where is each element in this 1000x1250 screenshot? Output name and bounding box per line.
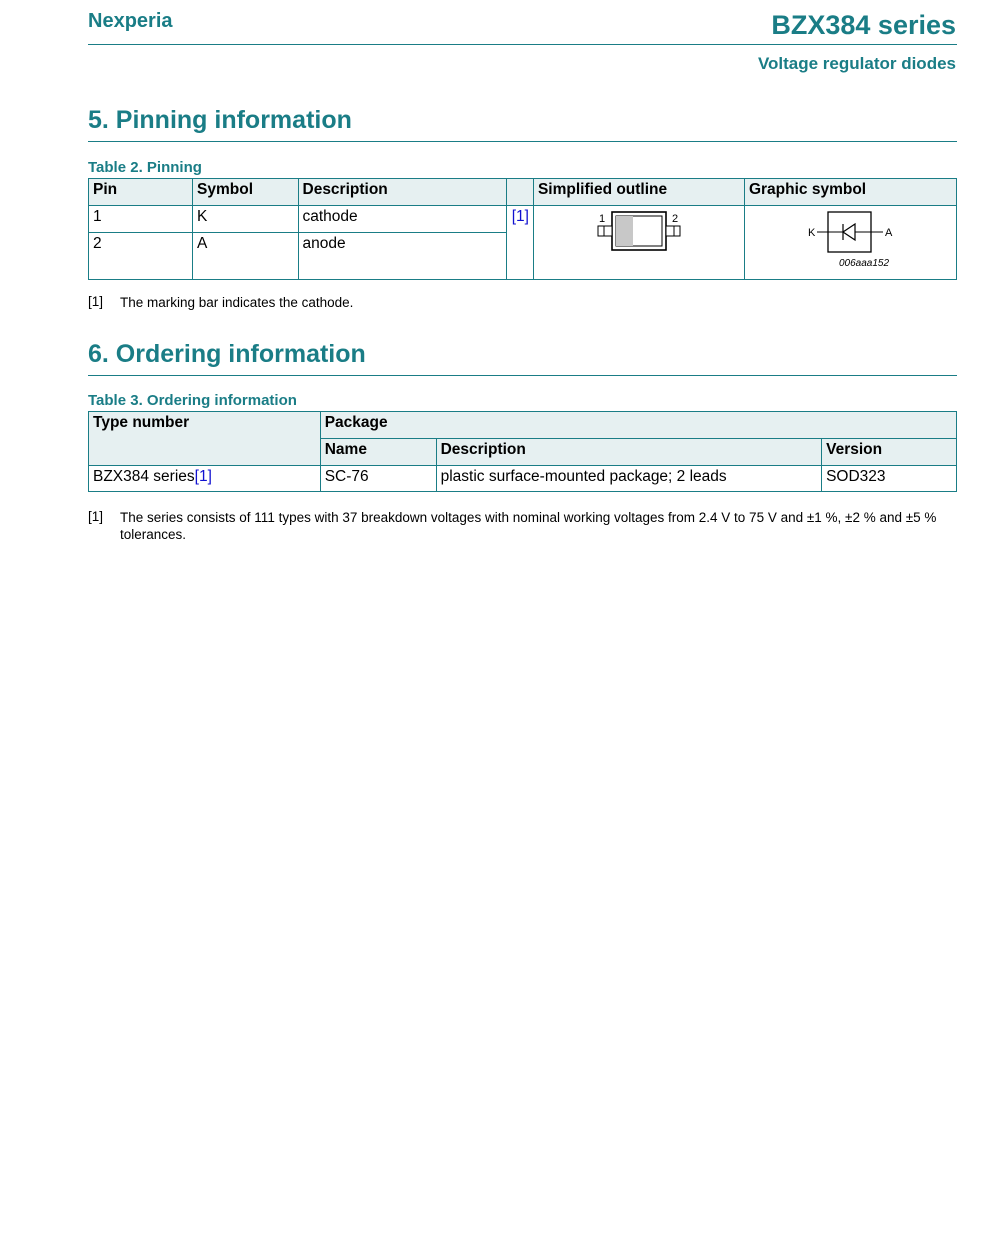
type-number-text: BZX384 series xyxy=(93,468,195,485)
table-caption-pinning: Table 2. Pinning xyxy=(88,159,202,176)
header-graphic-symbol: Graphic symbol xyxy=(744,179,956,206)
cell-description: cathode xyxy=(298,206,506,233)
header-description: Description xyxy=(298,179,506,206)
package-outline-icon xyxy=(534,206,744,274)
table-caption-ordering: Table 3. Ordering information xyxy=(88,392,297,409)
cell-type-number xyxy=(89,466,321,492)
cell-version: SOD323 xyxy=(822,466,957,492)
symbol-code: 006aaa152 xyxy=(838,258,890,269)
section-title-ordering: 6. Ordering information xyxy=(88,340,366,368)
header-ref xyxy=(506,179,533,206)
cell-description: anode xyxy=(298,233,506,280)
cell-pin: 2 xyxy=(89,233,193,280)
footnote-text: The series consists of 111 types with 37 breakdown voltages with nominal working voltages from 2.4 V to 75 V and ±1 %, ±2 % and ±5 % tolerances. xyxy=(120,510,937,542)
footnote-pinning xyxy=(88,294,957,311)
header-name: Name xyxy=(320,439,436,466)
footnote-link[interactable]: [1] xyxy=(194,468,212,485)
symbol-k-label: K xyxy=(807,227,816,239)
header-pin: Pin xyxy=(89,179,193,206)
pinning-table xyxy=(88,178,957,280)
cell-graphic-symbol xyxy=(744,206,956,280)
header-divider xyxy=(88,44,957,45)
footnote-text: The marking bar indicates the cathode. xyxy=(120,295,354,310)
section-title-pinning: 5. Pinning information xyxy=(88,106,352,134)
cell-symbol: A xyxy=(193,233,298,280)
section-divider xyxy=(88,141,957,142)
symbol-a-label: A xyxy=(884,227,893,239)
footnote-ordering xyxy=(88,509,957,543)
brand-name: Nexperia xyxy=(88,10,173,32)
header-description: Description xyxy=(436,439,822,466)
header-symbol: Symbol xyxy=(193,179,298,206)
footnote-number: [1] xyxy=(88,509,104,524)
section-divider xyxy=(88,375,957,376)
outline-pin2-label: 2 xyxy=(671,213,679,225)
cell-symbol: K xyxy=(193,206,298,233)
table-header-row xyxy=(89,412,957,439)
outline-pin1-label: 1 xyxy=(598,213,606,225)
product-subtitle: Voltage regulator diodes xyxy=(757,54,956,73)
header-package: Package xyxy=(320,412,956,439)
zener-diode-symbol-icon xyxy=(745,206,956,274)
table-row xyxy=(89,466,957,492)
cell-outline xyxy=(533,206,744,280)
product-title: BZX384 series xyxy=(771,10,956,40)
table-row xyxy=(89,206,957,233)
cell-ref xyxy=(506,206,533,280)
footnote-link[interactable]: [1] xyxy=(511,208,529,225)
header-version: Version xyxy=(822,439,957,466)
table-header-row xyxy=(89,179,957,206)
ordering-table xyxy=(88,411,957,492)
header-simplified-outline: Simplified outline xyxy=(533,179,744,206)
footnote-number: [1] xyxy=(88,294,104,309)
cell-name: SC-76 xyxy=(320,466,436,492)
cell-pin: 1 xyxy=(89,206,193,233)
header-type-number: Type number xyxy=(89,412,321,466)
cell-description: plastic surface-mounted package; 2 leads xyxy=(436,466,822,492)
